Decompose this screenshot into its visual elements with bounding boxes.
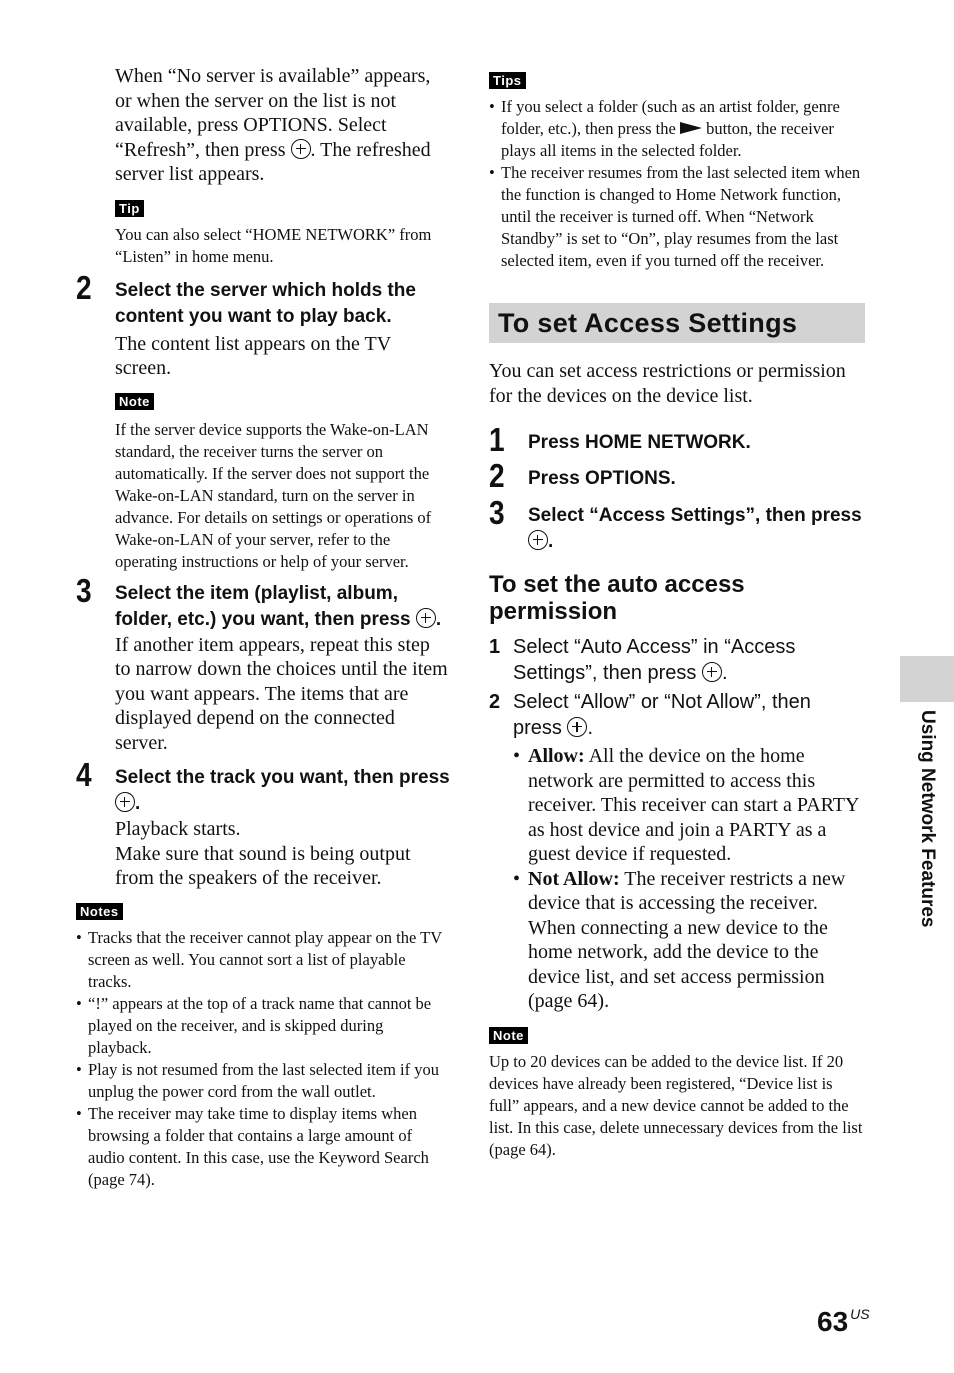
sub-steps <box>489 634 865 741</box>
list-item: • If you select a folder (such as an artist folder, genre folder, etc.), then press the button, the receiver plays all items in the selected folder. <box>489 96 865 162</box>
step-heading: Select the item (playlist, album, folder, etc.) you want, then press . <box>115 582 442 630</box>
note-badge: Note <box>489 1027 528 1044</box>
note-text: If the server device supports the Wake-on-LAN standard, the receiver turns the server on automatically. If the server does not support the Wake-on-LAN standard, turn on the server in advance. For details on settings or operations of Wake-on-LAN of your server, refer to the operating instructions or help of your server. <box>115 419 432 571</box>
right-column <box>489 72 865 1161</box>
enter-icon <box>291 139 311 159</box>
step-heading: Select the track you want, then press . <box>115 767 450 814</box>
step-number: 3 <box>76 571 92 609</box>
side-section-label: Using Network Features <box>917 710 938 928</box>
sub-step-2: 2 Select “Allow” or “Not Allow”, then press . <box>489 691 811 739</box>
tip-block <box>76 200 450 268</box>
side-tab-marker <box>900 656 954 702</box>
enter-icon <box>528 530 548 550</box>
list-item: • The receiver may take time to display items when browsing a folder that contains a large amount of audio content. In this case, use the Keyword Search (page 74). <box>76 1103 450 1191</box>
step-number: 2 <box>489 457 505 494</box>
sub-title: To set the auto access permission <box>489 571 745 625</box>
step-body: The content list appears on the TV screen. <box>115 332 391 379</box>
list-item: • Play is not resumed from the last selected item if you unplug the power cord from the wall outlet. <box>76 1059 450 1103</box>
step-number: 3 <box>489 494 505 531</box>
sub-step-number: 2 <box>489 691 501 713</box>
list-item: • Tracks that the receiver cannot play appear on the TV screen as well. You cannot sort a list of playable tracks. <box>76 927 450 993</box>
step-body-2: Make sure that sound is being output from the speakers of the receiver. <box>115 842 411 889</box>
note-block <box>115 393 450 573</box>
play-icon <box>680 122 702 134</box>
step-heading: Select the server which holds the content you want to play back. <box>115 279 416 327</box>
step-heading: Press HOME NETWORK. <box>528 432 751 453</box>
step-3 <box>489 494 865 555</box>
list-item: • Not Allow: The receiver restricts a new device that is accessing the receiver. When connecting a new device to the home network, add the device to the device list, and set access permission (page 64). <box>489 867 865 1014</box>
notes-badge: Notes <box>76 903 123 920</box>
enter-icon <box>416 608 436 628</box>
step-2 <box>489 457 865 494</box>
options-list <box>489 744 865 1014</box>
note-text: Up to 20 devices can be added to the device list. If 20 devices have already been registered, “Device list is full” appears, and a new device cannot be added to the list. In this case, delete unnecessary devices from the list (page 64). <box>489 1051 863 1159</box>
list-item: • Allow: All the device on the home network are permitted to access this receiver. This receiver can start a PARTY as host device and join a PARTY as a guest device if requested. <box>489 744 865 867</box>
step-body-1: Playback starts. <box>115 818 241 840</box>
tips-block <box>489 72 865 272</box>
list-item: • The receiver resumes from the last selected item when the function is changed to Home Network function, until the receiver is turned off. When “Network Standby” is set to “On”, play resumes from the last selected item, even if you turned off the receiver. <box>489 162 865 272</box>
step-heading: Select “Access Settings”, then press . <box>528 505 862 552</box>
step-2 <box>76 268 450 573</box>
left-column <box>76 64 450 1191</box>
step-heading: Press OPTIONS. <box>528 468 676 489</box>
enter-icon <box>567 717 587 737</box>
tip-text: You can also select “HOME NETWORK” from “Listen” in home menu. <box>115 224 432 266</box>
access-steps <box>489 421 865 555</box>
tip-badge: Tip <box>115 200 144 217</box>
tips-list <box>489 96 865 272</box>
notes-list <box>76 927 450 1191</box>
step-4 <box>76 756 450 891</box>
page-number: 63 $^{US}$ <box>817 1306 870 1337</box>
step-body: If another item appears, repeat this step to narrow down the choices until the item you want appears. The items that are displayed depend on the connected server. <box>115 633 448 754</box>
enter-icon <box>115 792 135 812</box>
notes-block <box>76 903 450 1191</box>
tips-badge: Tips <box>489 72 526 89</box>
step-number: 2 <box>76 268 92 306</box>
list-item: • “!” appears at the top of a track name that cannot be played on the receiver, and is skipped during playback. <box>76 993 450 1059</box>
enter-icon <box>702 662 722 682</box>
step-number: 1 <box>489 421 505 458</box>
section-title: To set Access Settings <box>489 303 865 343</box>
note-block <box>489 1027 865 1161</box>
step-3 <box>76 571 450 756</box>
note-badge: Note <box>115 393 154 410</box>
sub-step-1: 1 Select “Auto Access” in “Access Settings”, then press . <box>489 636 796 684</box>
section-intro: You can set access restrictions or permission for the devices on the device list. <box>489 360 846 407</box>
step-1 <box>489 421 865 458</box>
intro-paragraph: When “No server is available” appears, or when the server on the list is not available, press OPTIONS. Select “Refresh”, then press . The refreshed server list appears. <box>115 65 431 185</box>
sub-step-number: 1 <box>489 636 501 658</box>
step-number: 4 <box>76 756 92 793</box>
